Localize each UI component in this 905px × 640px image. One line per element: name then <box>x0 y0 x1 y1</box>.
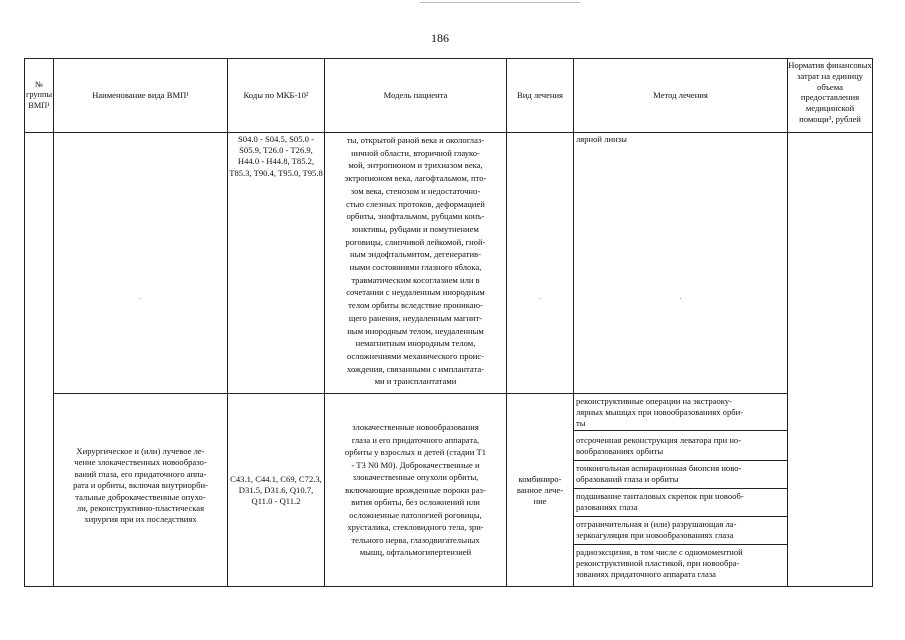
row2-vmp-type: Хирургическое и (или) лучевое ле- чение злокачественных новообразо- ваний глаза, его придаточного аппа- рата и орбиты, включая внутриорби- тальные доброкачественные опухо- ли, реконструктивно-пластическая хирургия при их последствиях <box>73 446 208 525</box>
column-border <box>787 58 788 587</box>
row2-method-5: отграничительная и (или) разрушающая ла- зеркоагуляция при новообразованиях глаза <box>576 519 737 541</box>
row1-icd-codes: S04.0 - S04.5, S05.0 - S05.9, T26.0 - T26.9, H44.0 - H44.8, T85.2, T85.3, T90.4, T95.0, T95.8 <box>229 134 323 178</box>
scan-top-rule <box>420 2 580 3</box>
header-treatment-type: Вид лечения <box>516 89 564 100</box>
row2-method-4: подшивание танталовых скрепок при новооб- разованиях глаза <box>576 491 744 513</box>
page-number: 186 <box>431 31 449 45</box>
method-separator <box>574 430 788 431</box>
column-border <box>573 58 574 587</box>
header-bottom-border <box>24 132 873 133</box>
header-treatment-method: Метод лечения <box>653 89 708 100</box>
row2-patient-model: злокачественные новообразования глаза и его придаточного аппарата, орбиты у взрослых и детей (стадии T1 - T3 N0 M0). Доброкачественные и злокачественные опухоли орбиты, включающие врожденные пороки раз- вития орбиты, без осложнений или осложненные патологией роговицы, хрусталика, стекловидного тела, зри- тельного нерва, глазодвигательных мышц, офтальмогипертензией <box>344 422 487 557</box>
table-bottom-border <box>24 586 873 587</box>
row-separator <box>53 393 787 394</box>
column-border <box>24 58 25 587</box>
scan-speck <box>140 298 141 299</box>
row2-method-6: радиоэксцизия, в том числе с одномоментной реконструктивной пластикой, при новообра- зованиях придаточного аппарата глаза <box>576 547 743 580</box>
row2-treatment-type: комбиниро- ванное лече- ние <box>516 474 564 507</box>
method-separator <box>574 460 788 461</box>
header-patient-model: Модель пациента <box>383 89 448 100</box>
row2-method-3: тонкоигольная аспирационная биопсия ново- образований глаза и орбиты <box>576 463 742 485</box>
header-vmp-type: Наименование вида ВМП¹ <box>92 89 189 100</box>
header-group-number: № группы ВМП¹ <box>25 79 53 110</box>
method-separator <box>574 488 788 489</box>
column-border <box>872 58 873 587</box>
method-separator <box>574 516 788 517</box>
method-separator <box>574 544 788 545</box>
row2-icd-codes: C43.1, C44.1, C69, C72.3, D31.5, D31.6, Q10.7, Q11.0 - Q11.2 <box>230 474 322 507</box>
row2-method-2: отсроченная реконструкция леватора при но- вообразованиях орбиты <box>576 435 742 457</box>
header-financial-norm: Норматив финансовых затрат на единицу объема предоставления медицинской помощи³, рублей <box>788 60 872 124</box>
column-border <box>53 58 54 587</box>
header-icd-codes: Коды по МКБ-10² <box>243 89 309 100</box>
scan-speck <box>680 298 681 299</box>
row1-patient-model: ты, открытой раной века и окологлаз- ничной области, вторичной глауко- мой, энтропионом и трихиазом века, эктропионом века, лагофтальмом, пто- зом века, стенозом и недостаточно- стью слезных протоков, деформацией орбиты, энофтальмом, рубцами конъ- юнктивы, рубцами и помутнением роговицы, слипчивой лейкомой, гной- ным эндофтальмитом, дегенератив- ными состояниями глазного яблока, травматическим косоглазием или в сочетании с неудаленным инородным телом орбиты вследствие проникаю- щего ранения, неудаленным магнит- ным инородным телом, неудаленным немагнитным инородным телом, осложнениями механического проис- хождения, связанными с имплантата- ми и трансплантатами <box>344 135 487 387</box>
column-border <box>227 58 228 587</box>
scan-speck <box>540 298 541 299</box>
row1-method: лярной линзы <box>576 134 627 144</box>
row2-method-1: реконструктивные операции на экстраоку- лярных мышцах при новообразованиях орби- ты <box>576 396 744 429</box>
